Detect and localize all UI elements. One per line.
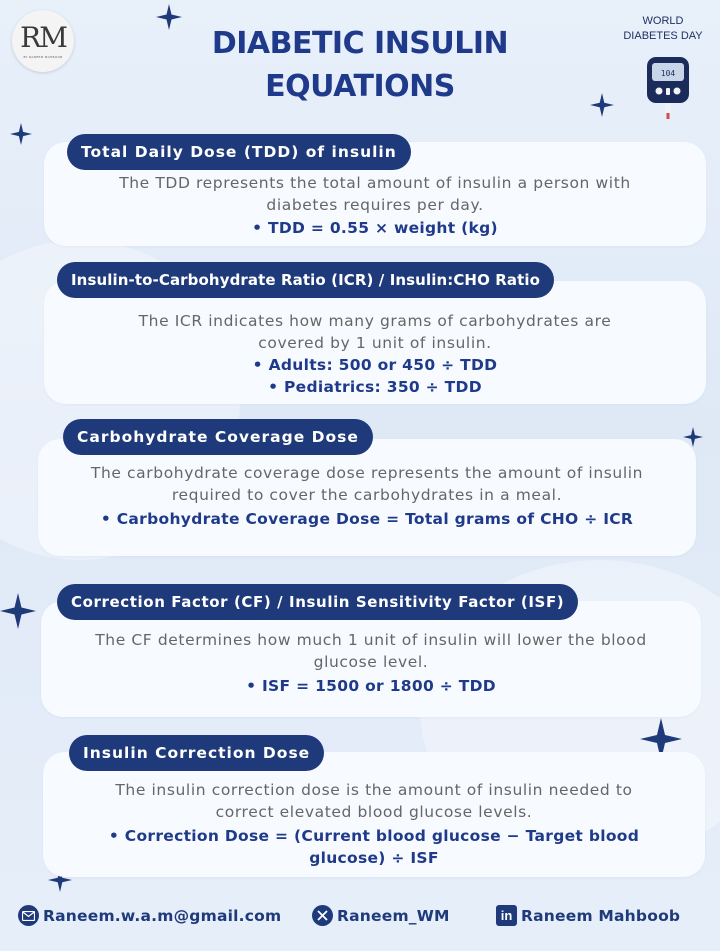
linkedin-icon: in	[496, 905, 517, 926]
sparkle-star-icon	[0, 591, 36, 631]
equation-line: • Carbohydrate Coverage Dose = Total grams of CHO ÷ ICR	[100, 510, 634, 528]
footer-email[interactable]	[18, 905, 281, 926]
description-line: The CF determines how much 1 unit of insulin will lower the blood	[95, 631, 647, 649]
email-icon	[18, 905, 39, 926]
description-line: correct elevated blood glucose levels.	[215, 803, 533, 821]
section-heading-carb-coverage: Carbohydrate Coverage Dose	[63, 419, 373, 455]
section-heading-tdd: Total Daily Dose (TDD) of insulin	[67, 134, 411, 170]
section-equation-tdd	[44, 217, 706, 239]
description-line: required to cover the carbohydrates in a meal.	[171, 486, 563, 504]
footer-linkedin-text[interactable]: Raneem Mahboob	[521, 906, 681, 925]
description-line: diabetes requires per day.	[266, 196, 484, 214]
description-line: The carbohydrate coverage dose represents the amount of insulin	[90, 464, 644, 482]
description-line: The ICR indicates how many grams of carbohydrates are	[138, 312, 612, 330]
section-heading-cf: Correction Factor (CF) / Insulin Sensitivity Factor (ISF)	[57, 584, 578, 620]
footer-x-text[interactable]: Raneem_WM	[337, 906, 450, 925]
footer-linkedin[interactable]	[496, 905, 680, 926]
equation-line: glucose) ÷ ISF	[309, 849, 439, 867]
x-icon	[312, 905, 333, 926]
page-title-line2: EQUATIONS	[265, 69, 455, 104]
section-equation-icr	[44, 354, 706, 398]
footer-x[interactable]	[312, 905, 450, 926]
section-description-icr	[44, 310, 706, 354]
section-description-tdd	[44, 172, 706, 216]
section-description-cf	[41, 629, 701, 673]
logo-mark: RM	[20, 20, 66, 54]
page-title-line1: DIABETIC INSULIN	[211, 26, 509, 61]
badge-line2: DIABETES DAY	[623, 30, 703, 42]
section-description-carb-coverage	[38, 462, 696, 506]
equation-line: • ISF = 1500 or 1800 ÷ TDD	[246, 677, 496, 695]
sparkle-star-icon	[156, 4, 182, 30]
section-heading-icr: Insulin-to-Carbohydrate Ratio (ICR) / Insulin:CHO Ratio	[57, 262, 554, 298]
section-equation-correction-dose	[43, 825, 705, 869]
equation-line: • Correction Dose = (Current blood glucose − Target blood	[108, 827, 640, 845]
glucose-meter-icon	[645, 55, 691, 123]
description-line: covered by 1 unit of insulin.	[258, 334, 492, 352]
equation-line: • Pediatrics: 350 ÷ TDD	[268, 378, 482, 396]
world-diabetes-day-badge	[612, 14, 714, 44]
sparkle-star-icon	[10, 123, 32, 145]
description-line: The TDD represents the total amount of insulin a person with	[119, 174, 631, 192]
logo-subtitle: BY RANEEM MAHBOOB	[23, 54, 63, 59]
section-equation-cf	[41, 675, 701, 697]
equation-line: • TDD = 0.55 × weight (kg)	[252, 219, 498, 237]
equation-line: • Adults: 500 or 450 ÷ TDD	[252, 356, 498, 374]
description-line: The insulin correction dose is the amount of insulin needed to	[115, 781, 633, 799]
section-heading-correction-dose: Insulin Correction Dose	[69, 735, 324, 771]
footer-email-text[interactable]: Raneem.w.a.m@gmail.com	[43, 906, 282, 925]
description-line: glucose level.	[313, 653, 429, 671]
section-equation-carb-coverage	[38, 508, 696, 530]
badge-line1: WORLD	[642, 15, 684, 27]
sparkle-star-icon	[590, 93, 614, 117]
section-description-correction-dose	[43, 779, 705, 823]
meter-reading: 104	[660, 69, 676, 78]
